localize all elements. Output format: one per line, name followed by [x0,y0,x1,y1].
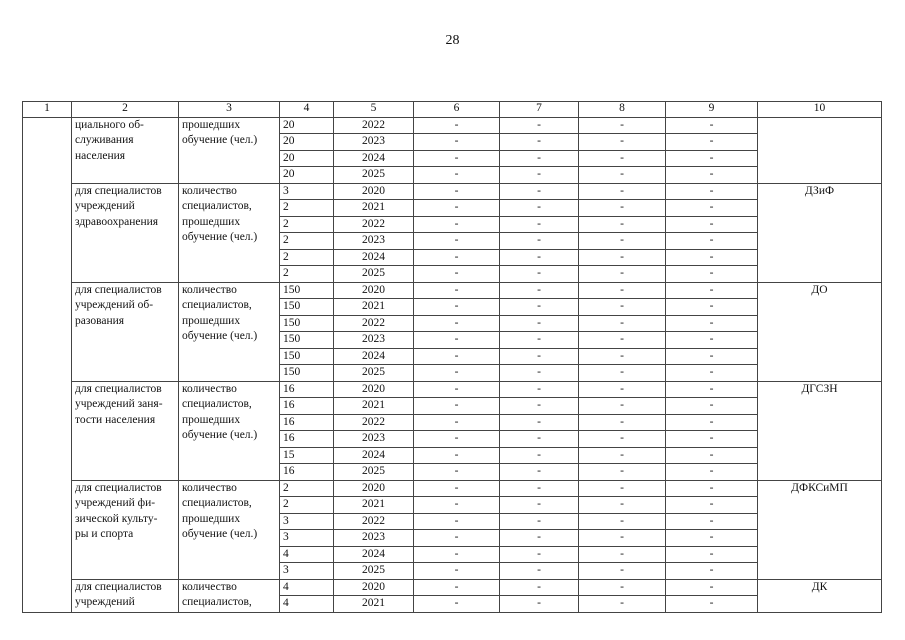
col7-cell: - [500,365,579,382]
col6-cell: - [414,216,500,233]
col6-cell: - [414,183,500,200]
year-cell: 2022 [334,216,414,233]
indicator-cell: циального об- служивания населения [72,117,179,183]
col6-cell: - [414,315,500,332]
value-cell: 150 [280,282,334,299]
col7-cell: - [500,563,579,580]
col9-cell: - [666,315,758,332]
col9-cell: - [666,332,758,349]
col9-cell: - [666,579,758,596]
value-cell: 3 [280,183,334,200]
col9-cell: - [666,546,758,563]
value-cell: 2 [280,249,334,266]
col8-cell: - [579,282,666,299]
col7-cell: - [500,431,579,448]
col7-cell: - [500,150,579,167]
col8-cell: - [579,365,666,382]
year-cell: 2022 [334,117,414,134]
table-row [23,579,882,596]
year-cell: 2021 [334,299,414,316]
col6-cell: - [414,464,500,481]
year-cell: 2023 [334,431,414,448]
responsible-cell: ДГСЗН [758,381,882,480]
col7-cell: - [500,530,579,547]
measure-cell: количество специалистов, прошедших обучение (чел.) [179,183,280,282]
value-cell: 2 [280,200,334,217]
col7-cell: - [500,497,579,514]
col6-cell: - [414,266,500,283]
year-cell: 2021 [334,497,414,514]
col8-cell: - [579,315,666,332]
value-cell: 150 [280,315,334,332]
table-body [23,102,882,613]
responsible-cell: ДО [758,282,882,381]
value-cell: 15 [280,447,334,464]
value-cell: 20 [280,117,334,134]
col6-cell: - [414,398,500,415]
col9-cell: - [666,134,758,151]
col9-cell: - [666,348,758,365]
year-cell: 2025 [334,167,414,184]
col6-cell: - [414,365,500,382]
col7-cell: - [500,233,579,250]
col8-cell: - [579,497,666,514]
col7-cell: - [500,134,579,151]
value-cell: 150 [280,299,334,316]
value-cell: 2 [280,266,334,283]
col6-cell: - [414,150,500,167]
col7-cell: - [500,447,579,464]
col6-cell: - [414,431,500,448]
col9-cell: - [666,596,758,613]
col9-cell: - [666,266,758,283]
col6-cell: - [414,134,500,151]
header-cell: 7 [500,102,579,118]
col8-cell: - [579,233,666,250]
value-cell: 4 [280,579,334,596]
year-cell: 2023 [334,530,414,547]
col8-cell: - [579,183,666,200]
year-cell: 2021 [334,596,414,613]
col8-cell: - [579,431,666,448]
col7-cell: - [500,183,579,200]
col6-cell: - [414,563,500,580]
year-cell: 2022 [334,414,414,431]
col6-cell: - [414,596,500,613]
measure-cell: количество специалистов, прошедших обучение (чел.) [179,282,280,381]
year-cell: 2023 [334,134,414,151]
indicator-cell: для специалистов учреждений [72,579,179,612]
year-cell: 2020 [334,381,414,398]
col6-cell: - [414,447,500,464]
header-cell: 6 [414,102,500,118]
value-cell: 16 [280,381,334,398]
value-cell: 20 [280,134,334,151]
responsible-cell: ДЗиФ [758,183,882,282]
col6-cell: - [414,249,500,266]
value-cell: 2 [280,233,334,250]
measure-cell: количество специалистов, [179,579,280,612]
year-cell: 2024 [334,546,414,563]
year-cell: 2024 [334,348,414,365]
table-row [23,117,882,134]
header-cell: 9 [666,102,758,118]
col7-cell: - [500,282,579,299]
col9-cell: - [666,480,758,497]
col8-cell: - [579,299,666,316]
year-cell: 2025 [334,365,414,382]
col6-cell: - [414,332,500,349]
col6-cell: - [414,348,500,365]
col6-cell: - [414,414,500,431]
header-cell: 8 [579,102,666,118]
table-row [23,381,882,398]
col7-cell: - [500,348,579,365]
year-cell: 2025 [334,266,414,283]
col8-cell: - [579,579,666,596]
measure-cell: прошедших обучение (чел.) [179,117,280,183]
value-cell: 16 [280,431,334,448]
value-cell: 2 [280,216,334,233]
col9-cell: - [666,464,758,481]
col9-cell: - [666,398,758,415]
col6-cell: - [414,282,500,299]
value-cell: 150 [280,348,334,365]
col9-cell: - [666,183,758,200]
col7-cell: - [500,398,579,415]
value-cell: 16 [280,414,334,431]
col6-cell: - [414,117,500,134]
col7-cell: - [500,513,579,530]
year-cell: 2020 [334,282,414,299]
indicator-cell: для специалистов учреждений заня- тости населения [72,381,179,480]
value-cell: 2 [280,480,334,497]
year-cell: 2021 [334,398,414,415]
value-cell: 3 [280,513,334,530]
year-cell: 2020 [334,480,414,497]
col7-cell: - [500,579,579,596]
measure-cell: количество специалистов, прошедших обучение (чел.) [179,480,280,579]
col6-cell: - [414,546,500,563]
year-cell: 2024 [334,150,414,167]
table-row [23,183,882,200]
col8-cell: - [579,447,666,464]
col6-cell: - [414,233,500,250]
col7-cell: - [500,546,579,563]
col7-cell: - [500,414,579,431]
table-row [23,480,882,497]
col6-cell: - [414,381,500,398]
year-cell: 2024 [334,447,414,464]
col8-cell: - [579,266,666,283]
col9-cell: - [666,299,758,316]
col9-cell: - [666,513,758,530]
year-cell: 2023 [334,233,414,250]
col8-cell: - [579,381,666,398]
col7-cell: - [500,381,579,398]
col8-cell: - [579,530,666,547]
col8-cell: - [579,398,666,415]
year-cell: 2025 [334,563,414,580]
col6-cell: - [414,480,500,497]
value-cell: 150 [280,332,334,349]
col9-cell: - [666,150,758,167]
col8-cell: - [579,414,666,431]
year-cell: 2025 [334,464,414,481]
col9-cell: - [666,563,758,580]
col9-cell: - [666,249,758,266]
col7-cell: - [500,266,579,283]
col7-cell: - [500,596,579,613]
indicator-cell: для специалистов учреждений об- разования [72,282,179,381]
col8-cell: - [579,200,666,217]
table-row [23,282,882,299]
year-cell: 2021 [334,200,414,217]
year-cell: 2022 [334,315,414,332]
header-cell: 5 [334,102,414,118]
col9-cell: - [666,381,758,398]
year-cell: 2022 [334,513,414,530]
col9-cell: - [666,530,758,547]
col6-cell: - [414,167,500,184]
col6-cell: - [414,497,500,514]
value-cell: 3 [280,530,334,547]
col6-cell: - [414,579,500,596]
col9-cell: - [666,282,758,299]
page-number: 28 [445,33,460,48]
col9-cell: - [666,431,758,448]
col8-cell: - [579,117,666,134]
year-cell: 2024 [334,249,414,266]
data-table [22,101,882,613]
year-cell: 2020 [334,579,414,596]
col9-cell: - [666,117,758,134]
col8-cell: - [579,464,666,481]
col9-cell: - [666,200,758,217]
col7-cell: - [500,216,579,233]
col7-cell: - [500,249,579,266]
col8-cell: - [579,563,666,580]
header-cell: 1 [23,102,72,118]
col8-cell: - [579,348,666,365]
col8-cell: - [579,480,666,497]
measure-cell: количество специалистов, прошедших обучение (чел.) [179,381,280,480]
header-cell: 3 [179,102,280,118]
year-cell: 2020 [334,183,414,200]
col9-cell: - [666,365,758,382]
col8-cell: - [579,596,666,613]
header-row [23,102,882,118]
responsible-cell: ДФКСиМП [758,480,882,579]
col7-cell: - [500,332,579,349]
col7-cell: - [500,200,579,217]
col8-cell: - [579,216,666,233]
header-cell: 4 [280,102,334,118]
indicator-cell: для специалистов учреждений здравоохранения [72,183,179,282]
value-cell: 20 [280,150,334,167]
col7-cell: - [500,480,579,497]
col8-cell: - [579,134,666,151]
header-cell: 10 [758,102,882,118]
col6-cell: - [414,513,500,530]
value-cell: 4 [280,596,334,613]
col8-cell: - [579,513,666,530]
col7-cell: - [500,464,579,481]
column-1-cell [23,117,72,612]
col7-cell: - [500,117,579,134]
col8-cell: - [579,167,666,184]
value-cell: 4 [280,546,334,563]
col7-cell: - [500,299,579,316]
value-cell: 16 [280,464,334,481]
col9-cell: - [666,216,758,233]
col6-cell: - [414,200,500,217]
col9-cell: - [666,497,758,514]
col8-cell: - [579,546,666,563]
value-cell: 150 [280,365,334,382]
col7-cell: - [500,167,579,184]
col6-cell: - [414,299,500,316]
responsible-cell [758,117,882,183]
value-cell: 2 [280,497,334,514]
indicator-cell: для специалистов учреждений фи- зической культу- ры и спорта [72,480,179,579]
col8-cell: - [579,150,666,167]
col9-cell: - [666,414,758,431]
col9-cell: - [666,447,758,464]
col7-cell: - [500,315,579,332]
header-cell: 2 [72,102,179,118]
value-cell: 20 [280,167,334,184]
value-cell: 3 [280,563,334,580]
col9-cell: - [666,233,758,250]
col8-cell: - [579,332,666,349]
col9-cell: - [666,167,758,184]
responsible-cell: ДК [758,579,882,612]
col6-cell: - [414,530,500,547]
value-cell: 16 [280,398,334,415]
col8-cell: - [579,249,666,266]
year-cell: 2023 [334,332,414,349]
